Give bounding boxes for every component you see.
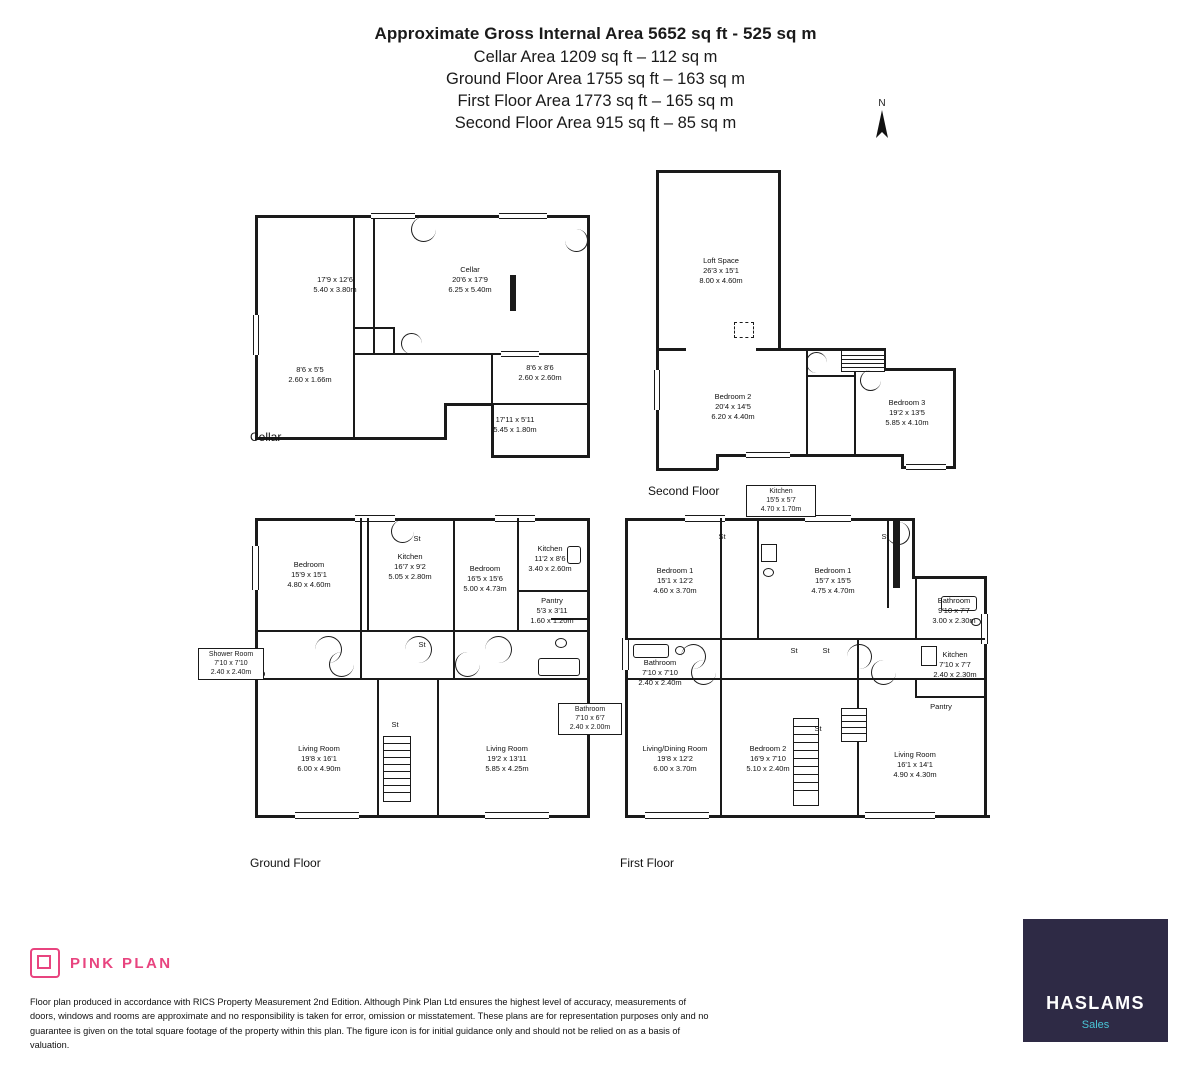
wall [353, 327, 395, 329]
room-name: Kitchen [537, 544, 563, 553]
bay-window [485, 812, 549, 819]
door [405, 636, 432, 663]
staircase-label: St [814, 724, 822, 733]
wall [255, 678, 590, 680]
room-label [678, 392, 788, 421]
room-dim-imperial: 15'1 x 12'2 [657, 575, 693, 585]
loft-hatch-icon [734, 322, 754, 338]
wall [491, 403, 589, 405]
room-dim-imperial: 8'6 x 5'5 [296, 365, 324, 374]
room-name: Pantry [541, 596, 563, 605]
window [252, 546, 259, 590]
door [329, 652, 354, 677]
north-arrow-icon [874, 110, 890, 140]
wall [778, 170, 781, 348]
room-dim-imperial: 7'10 x 6'7 [575, 714, 605, 722]
haslams-label: HASLAMS [1046, 993, 1145, 1013]
room-dim-metric: 3.40 x 2.60m [528, 563, 572, 573]
room-dim-imperial: 7'10 x 7'10 [642, 667, 678, 677]
room-name: Living Room [894, 750, 936, 759]
room-dim-metric: 1.60 x 1.20m [530, 615, 574, 625]
wall [393, 327, 395, 353]
wall [587, 518, 590, 818]
room-dim-imperial: 19'2 x 13'5 [889, 407, 925, 417]
wall [255, 518, 590, 521]
wall [912, 576, 987, 579]
haslams-sublabel: Sales [1081, 1019, 1110, 1031]
door [411, 217, 436, 242]
room-label [785, 566, 881, 595]
room-dim-metric: 6.25 x 5.40m [448, 284, 492, 294]
pink-plan-logo-block [30, 948, 172, 978]
cellar-floorplan [255, 215, 595, 470]
window [746, 452, 790, 458]
ground-area-text: Ground Floor Area 1755 sq ft – 163 sq m [445, 70, 745, 88]
room-dim-imperial: 16'1 x 14'1 [897, 759, 933, 769]
room-label [729, 744, 807, 773]
room-name: Living Room [298, 744, 340, 753]
room-dim-imperial: 15'7 x 15'5 [815, 575, 851, 585]
window [654, 370, 660, 410]
window [495, 515, 535, 522]
room-dim-metric: 6.00 x 3.70m [653, 763, 697, 773]
wall [883, 368, 956, 371]
staircase-label: St [881, 532, 889, 541]
staircase-label: St [822, 646, 830, 655]
door [401, 333, 422, 354]
room-dim-metric: 2.60 x 1.66m [288, 374, 332, 384]
room-dim-imperial: 7'10 x 7'10 [214, 659, 248, 667]
wall [857, 678, 859, 815]
window [499, 213, 547, 219]
room-dim-metric: 8.00 x 4.60m [699, 275, 743, 285]
second-floor-floorplan [656, 170, 966, 480]
wall [915, 678, 917, 696]
haslams-logo [1023, 919, 1168, 1042]
wall [517, 590, 587, 592]
room-dim-imperial: 11'2 x 8'6 [534, 553, 566, 563]
sink-fixture [555, 638, 567, 648]
room-label [461, 744, 553, 773]
room-name: Bedroom 3 [888, 398, 926, 407]
room-dim-imperial: 26'3 x 15'1 [703, 265, 739, 275]
room-dim-imperial: 5'3 x 3'11 [536, 605, 568, 615]
room-dim-metric: 2.40 x 2.30m [933, 669, 977, 679]
room-name: Bathroom [643, 658, 677, 667]
room-dim-metric: 5.40 x 3.80m [313, 284, 357, 294]
room-dim-metric: 5.45 x 1.80m [493, 424, 537, 434]
room-dim-metric: 5.10 x 2.40m [746, 763, 790, 773]
room-label [666, 256, 776, 285]
room-dim-imperial: 19'8 x 12'2 [657, 753, 693, 763]
floor-name-ground: Ground Floor [250, 856, 321, 870]
wall [716, 454, 904, 457]
room-label [267, 560, 351, 589]
room-label [629, 744, 721, 773]
wall [915, 576, 917, 638]
room-dim-metric: 5.85 x 4.10m [885, 417, 929, 427]
ground-floor-floorplan [255, 518, 595, 833]
page-title: Approximate Gross Internal Area 5652 sq ft - 525 sq m [374, 24, 817, 43]
room-dim-metric: 4.80 x 4.60m [287, 579, 331, 589]
wall [587, 215, 590, 458]
wall [912, 518, 915, 578]
page-title-block [0, 24, 1191, 133]
room-label [921, 596, 987, 625]
first-floor-kitchen-label-box [746, 485, 816, 517]
bath-fixture [633, 644, 669, 658]
room-dim-metric: 5.00 x 4.73m [463, 583, 507, 593]
room-dim-imperial: 17'9 x 12'6 [317, 275, 353, 284]
room-label [485, 363, 595, 383]
room-dim-imperial: 20'4 x 14'5 [715, 401, 751, 411]
staircase-label: St [418, 640, 426, 649]
compass [862, 98, 902, 140]
bay-window [865, 812, 935, 819]
wall [757, 518, 759, 638]
room-dim-metric: 6.00 x 4.90m [297, 763, 341, 773]
room-label [852, 398, 962, 427]
staircase-label: St [391, 720, 399, 729]
first-floor-floorplan [625, 518, 990, 833]
wall [656, 170, 781, 173]
room-label [517, 596, 587, 625]
room-dim-imperial: 7'10 x 7'7 [939, 659, 971, 669]
wall [915, 638, 985, 640]
room-dim-metric: 2.40 x 2.40m [638, 677, 682, 687]
disclaimer-text: Floor plan produced in accordance with RICS Property Measurement 2nd Edition. Although Pink Plan Ltd ensures the highest level of accuracy, measurements of doors, windows and rooms are approximate and no responsibility is taken for error, omission or misstatement. These plans are for representation purposes only and no guarantee is given on the total square footage of the property within this plan. The figure icon is for initial guidance only and should not be relied on as a basis of valuation. [30, 997, 709, 1050]
room-name: Bedroom [293, 560, 325, 569]
shower-room-label-box [198, 648, 264, 680]
door [847, 644, 872, 669]
room-dim-metric: 4.90 x 4.30m [893, 769, 937, 779]
staircase [841, 708, 867, 742]
second-area-text: Second Floor Area 915 sq ft – 85 sq m [454, 114, 737, 132]
door [860, 370, 881, 391]
room-name: Living Room [486, 744, 528, 753]
window [906, 464, 946, 470]
room-dim-imperial: 20'6 x 17'9 [452, 274, 488, 284]
room-dim-metric: 2.60 x 2.60m [518, 372, 562, 382]
first-area-text: First Floor Area 1773 sq ft – 165 sq m [457, 92, 734, 110]
room-name: Bathroom [574, 706, 606, 713]
room-label [629, 658, 691, 687]
staircase [383, 736, 411, 802]
room-label [631, 566, 719, 595]
room-dim-metric: 4.70 x 1.70m [760, 505, 802, 513]
room-dim-metric: 2.40 x 2.00m [569, 723, 611, 731]
wall [656, 348, 686, 351]
room-name: Kitchen [397, 552, 423, 561]
room-dim-imperial: 19'2 x 13'11 [487, 753, 527, 763]
room-name: Bedroom [469, 564, 501, 573]
room-dim-imperial: 8'6 x 8'6 [526, 363, 554, 372]
room-name: Bathroom [937, 596, 971, 605]
sink-fixture [763, 568, 774, 577]
door [691, 660, 716, 685]
window [253, 315, 259, 355]
room-name: Cellar [460, 265, 480, 274]
room-dim-imperial: 15'5 x 5'7 [766, 496, 796, 504]
wall [255, 630, 590, 632]
room-label [410, 265, 530, 294]
wall [437, 678, 439, 815]
room-dim-metric: 5.85 x 4.25m [485, 763, 529, 773]
wall [353, 353, 588, 355]
room-name: Living/Dining Room [642, 744, 708, 753]
room-label [513, 544, 587, 573]
wall [625, 638, 915, 640]
wall [444, 405, 447, 440]
room-dim-metric: 3.00 x 2.30m [932, 615, 976, 625]
wall [656, 170, 659, 470]
room-name: Bedroom 2 [714, 392, 752, 401]
bay-window [645, 812, 709, 819]
room-dim-imperial: 16'5 x 15'6 [467, 573, 503, 583]
wall [444, 403, 494, 406]
pink-plan-label: PINK PLAN [70, 954, 173, 972]
wall [377, 678, 379, 815]
room-name: Bedroom 1 [814, 566, 852, 575]
pink-plan-icon [30, 948, 60, 978]
room-label [923, 650, 987, 679]
room-name: Kitchen [769, 488, 793, 495]
bath-fixture [538, 658, 580, 676]
bathroom-label-box [558, 703, 622, 735]
compass-label: N [878, 98, 886, 109]
room-dim-imperial: 15'9 x 15'1 [291, 569, 327, 579]
door [565, 229, 588, 252]
staircase-label: St [413, 534, 421, 543]
wall [360, 518, 362, 630]
window [371, 213, 415, 219]
room-name: Kitchen [942, 650, 968, 659]
room-label [865, 750, 965, 779]
cellar-area-text: Cellar Area 1209 sq ft – 112 sq m [473, 48, 718, 66]
window [622, 638, 629, 670]
room-label [275, 275, 395, 295]
room-label [450, 415, 580, 435]
room-dim-imperial: 16'7 x 9'2 [394, 561, 426, 571]
wall [656, 468, 718, 471]
window [501, 351, 539, 357]
wall [255, 437, 447, 440]
room-name: Bedroom 2 [749, 744, 787, 753]
wall [720, 638, 722, 680]
room-label [273, 744, 365, 773]
room-label [367, 552, 453, 581]
room-name: Bedroom 1 [656, 566, 694, 575]
room-dim-imperial: 19'8 x 16'1 [301, 753, 337, 763]
floor-name-cellar: Cellar [250, 430, 282, 444]
staircase-label: St [790, 646, 798, 655]
room-label [255, 365, 365, 385]
room-name: Shower Room [208, 651, 254, 658]
wall [453, 630, 455, 680]
room-dim-imperial: 16'9 x 7'10 [750, 753, 786, 763]
room-dim-imperial: 9'10 x 7'7 [938, 605, 970, 615]
room-dim-imperial: 17'11 x 5'11 [495, 415, 535, 424]
floor-name-first: First Floor [620, 856, 674, 870]
room-label-pantry: Pantry [930, 702, 952, 711]
room-name: Loft Space [703, 256, 739, 265]
staircase-label: St [718, 532, 726, 541]
wall [915, 696, 985, 698]
door [455, 652, 480, 677]
floor-name-second: Second Floor [648, 484, 720, 498]
bay-window [295, 812, 359, 819]
door [485, 636, 512, 663]
room-dim-metric: 5.05 x 2.80m [388, 571, 432, 581]
room-dim-metric: 2.40 x 2.40m [210, 668, 252, 676]
wall [625, 518, 915, 521]
wall [360, 630, 362, 680]
wall [806, 375, 854, 377]
kitchen-unit [761, 544, 777, 562]
window [685, 515, 725, 522]
wall [491, 455, 589, 458]
door [887, 522, 910, 545]
room-dim-metric: 4.60 x 3.70m [653, 585, 697, 595]
room-dim-metric: 4.75 x 4.70m [811, 585, 855, 595]
door [806, 352, 827, 373]
room-dim-metric: 6.20 x 4.40m [711, 411, 755, 421]
door [391, 520, 414, 543]
door [871, 660, 896, 685]
staircase [841, 350, 885, 372]
